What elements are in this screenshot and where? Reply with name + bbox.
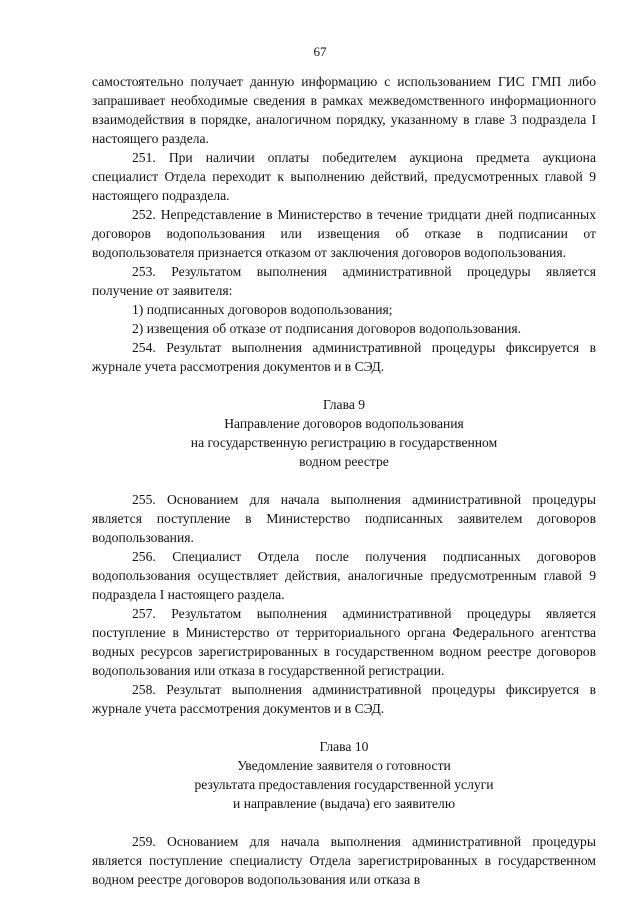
chapter-title-line: Уведомление заявителя о готовности (237, 758, 451, 773)
chapter-heading (92, 737, 596, 813)
paragraph: 258. Результат выполнения административной процедуры фиксируется в журнале учета рассмотрения документов и в СЭД. (92, 682, 596, 716)
page-number: 67 (313, 44, 327, 59)
paragraph: 257. Результатом выполнения административной процедуры является поступление в Министерство от территориального органа Федерального агентства водных ресурсов зарегистрированных в государственном водном реестре договоров водопользования или отказа в государственной регистрации. (92, 606, 596, 678)
paragraph: самостоятельно получает данную информацию с использованием ГИС ГМП либо запрашивает необходимые сведения в рамках межведомственного информационного взаимодействия в порядке, аналогичном порядку, указанному в главе 3 подраздела I настоящего раздела. (92, 74, 596, 146)
chapter-title-line: водном реестре (299, 454, 389, 469)
paragraph: 256. Специалист Отдела после получения подписанных договоров водопользования осуществляет действия, аналогичные предусмотренным главой 9 подраздела I настоящего раздела. (92, 549, 596, 602)
paragraph: 252. Непредставление в Министерство в течение тридцати дней подписанных договоров водопользования или извещения об отказе в подписании от водопользователя признается отказом от заключения договоров водопользования. (92, 207, 596, 260)
paragraph: 2) извещения об отказе от подписания договоров водопользования. (132, 321, 522, 336)
chapter-title-line: на государственную регистрацию в государственном (190, 435, 498, 450)
paragraph: 1) подписанных договоров водопользования; (132, 302, 393, 317)
chapter-heading (92, 395, 596, 471)
document-body (92, 72, 596, 889)
paragraph: 253. Результатом выполнения административной процедуры является получение от заявителя: (92, 264, 596, 298)
chapter-title-line: результата предоставления государственной услуги (194, 777, 494, 792)
paragraph: 251. При наличии оплаты победителем аукциона предмета аукциона специалист Отдела переходит к выполнению действий, предусмотренных главой 9 настоящего подраздела. (92, 150, 596, 203)
chapter-number: Глава 10 (319, 739, 369, 754)
chapter-number: Глава 9 (322, 397, 366, 412)
chapter-title-line: и направление (выдача) его заявителю (233, 796, 455, 811)
paragraph: 254. Результат выполнения административной процедуры фиксируется в журнале учета рассмотрения документов и в СЭД. (92, 340, 596, 374)
paragraph: 259. Основанием для начала выполнения административной процедуры является поступление специалисту Отдела зарегистрированных в государственном водном реестре договоров водопользования или отказа в (92, 834, 596, 887)
paragraph: 255. Основанием для начала выполнения административной процедуры является поступление в Министерство подписанных заявителем договоров водопользования. (92, 492, 596, 545)
chapter-title-line: Направление договоров водопользования (224, 416, 464, 431)
